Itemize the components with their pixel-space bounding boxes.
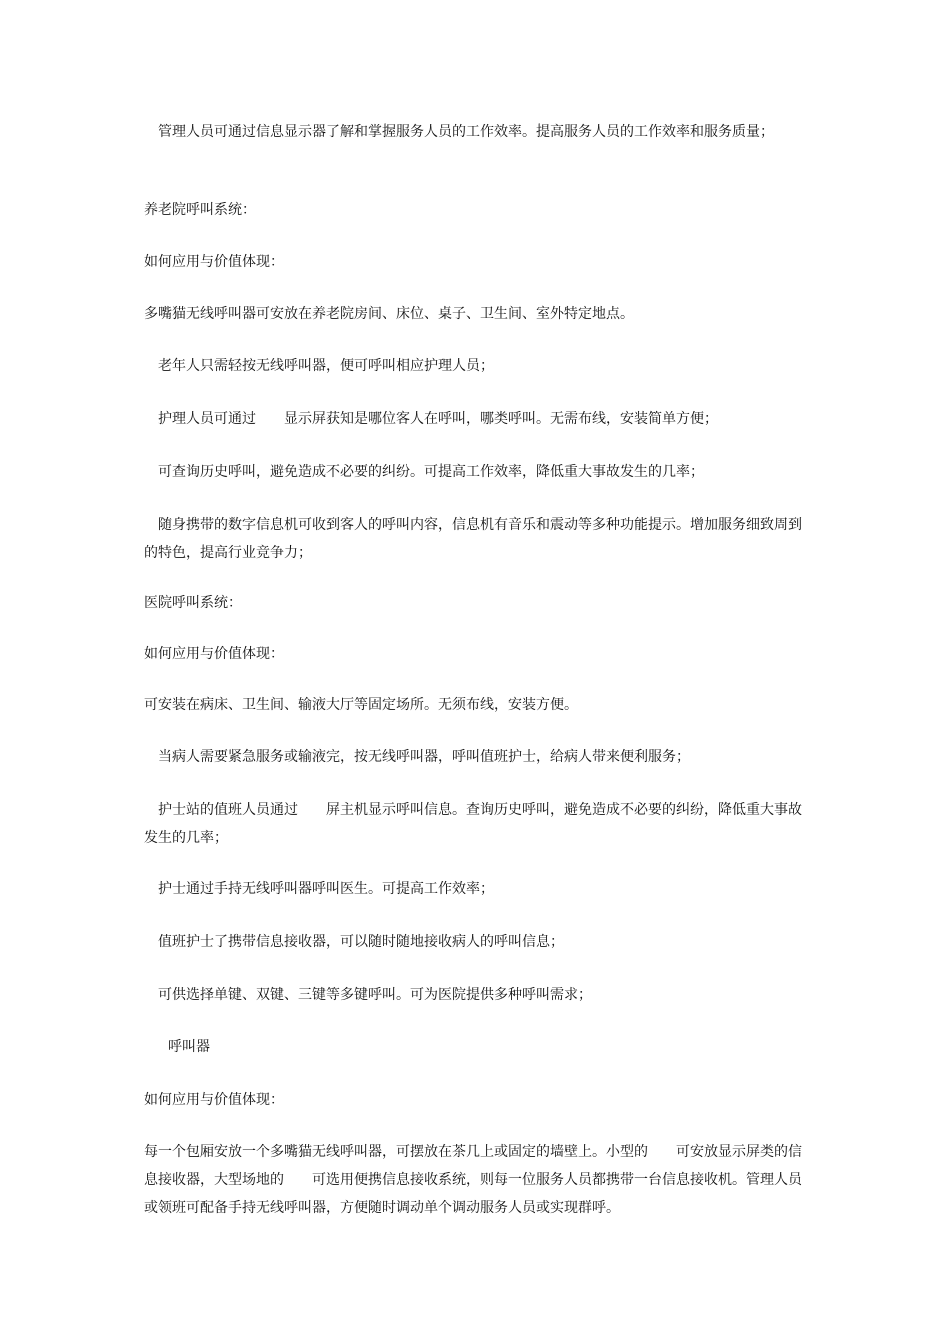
paragraph-elderly-press: 老年人只需轻按无线呼叫器，便可呼叫相应护理人员； xyxy=(158,358,494,374)
heading-application-value-1: 如何应用与价值体现： xyxy=(144,254,284,270)
paragraph-hospital-install: 可安装在病床、卫生间、输液大厅等固定场所。无须布线，安装方便。 xyxy=(144,697,578,713)
heading-application-value-2: 如何应用与价值体现： xyxy=(144,646,284,662)
paragraph-pager-features: 随身携带的数字信息机可收到客人的呼叫内容，信息机有音乐和震动等多种功能提示。增加服务细致周到的特色，提高行业竞争力； xyxy=(144,517,802,561)
paragraph-nurse-receiver: 值班护士了携带信息接收器，可以随时随地接收病人的呼叫信息； xyxy=(158,934,564,950)
heading-nursing-home-call-system: 养老院呼叫系统： xyxy=(144,202,256,218)
paragraph-patient-call: 当病人需要紧急服务或输液完，按无线呼叫器，呼叫值班护士，给病人带来便利服务； xyxy=(158,749,690,765)
paragraph-private-room: 每一个包厢安放一个多嘴猫无线呼叫器，可摆放在茶几上或固定的墙壁上。小型的 可安放显示屏类的信息接收器，大型场地的 可选用便携信息接收系统，则每一位服务人员都携带一台信息接收机。管理人员或领班可配备手持无线呼叫器，方便随时调动单个调动服务人员或实现群呼。 xyxy=(144,1144,802,1216)
paragraph-nursing-home-placement: 多嘴猫无线呼叫器可安放在养老院房间、床位、桌子、卫生间、室外特定地点。 xyxy=(144,306,634,322)
paragraph-nurse-station: 护士站的值班人员通过 屏主机显示呼叫信息。查询历史呼叫，避免造成不必要的纠纷，降低重大事故发生的几率； xyxy=(144,802,802,846)
paragraph-caregiver-display: 护理人员可通过 显示屏获知是哪位客人在呼叫，哪类呼叫。无需布线，安装简单方便； xyxy=(158,411,718,427)
paragraph-history-query: 可查询历史呼叫，避免造成不必要的纠纷。可提高工作效率，降低重大事故发生的几率； xyxy=(158,464,704,480)
heading-hospital-call-system: 医院呼叫系统： xyxy=(144,595,242,611)
paragraph-management-efficiency: 管理人员可通过信息显示器了解和掌握服务人员的工作效率。提高服务人员的工作效率和服务质量； xyxy=(158,124,774,140)
heading-caller: 呼叫器 xyxy=(168,1039,210,1055)
paragraph-nurse-call-doctor: 护士通过手持无线呼叫器呼叫医生。可提高工作效率； xyxy=(158,881,494,897)
heading-application-value-3: 如何应用与价值体现： xyxy=(144,1092,284,1108)
paragraph-multi-key: 可供选择单键、双键、三键等多键呼叫。可为医院提供多种呼叫需求； xyxy=(158,987,592,1003)
